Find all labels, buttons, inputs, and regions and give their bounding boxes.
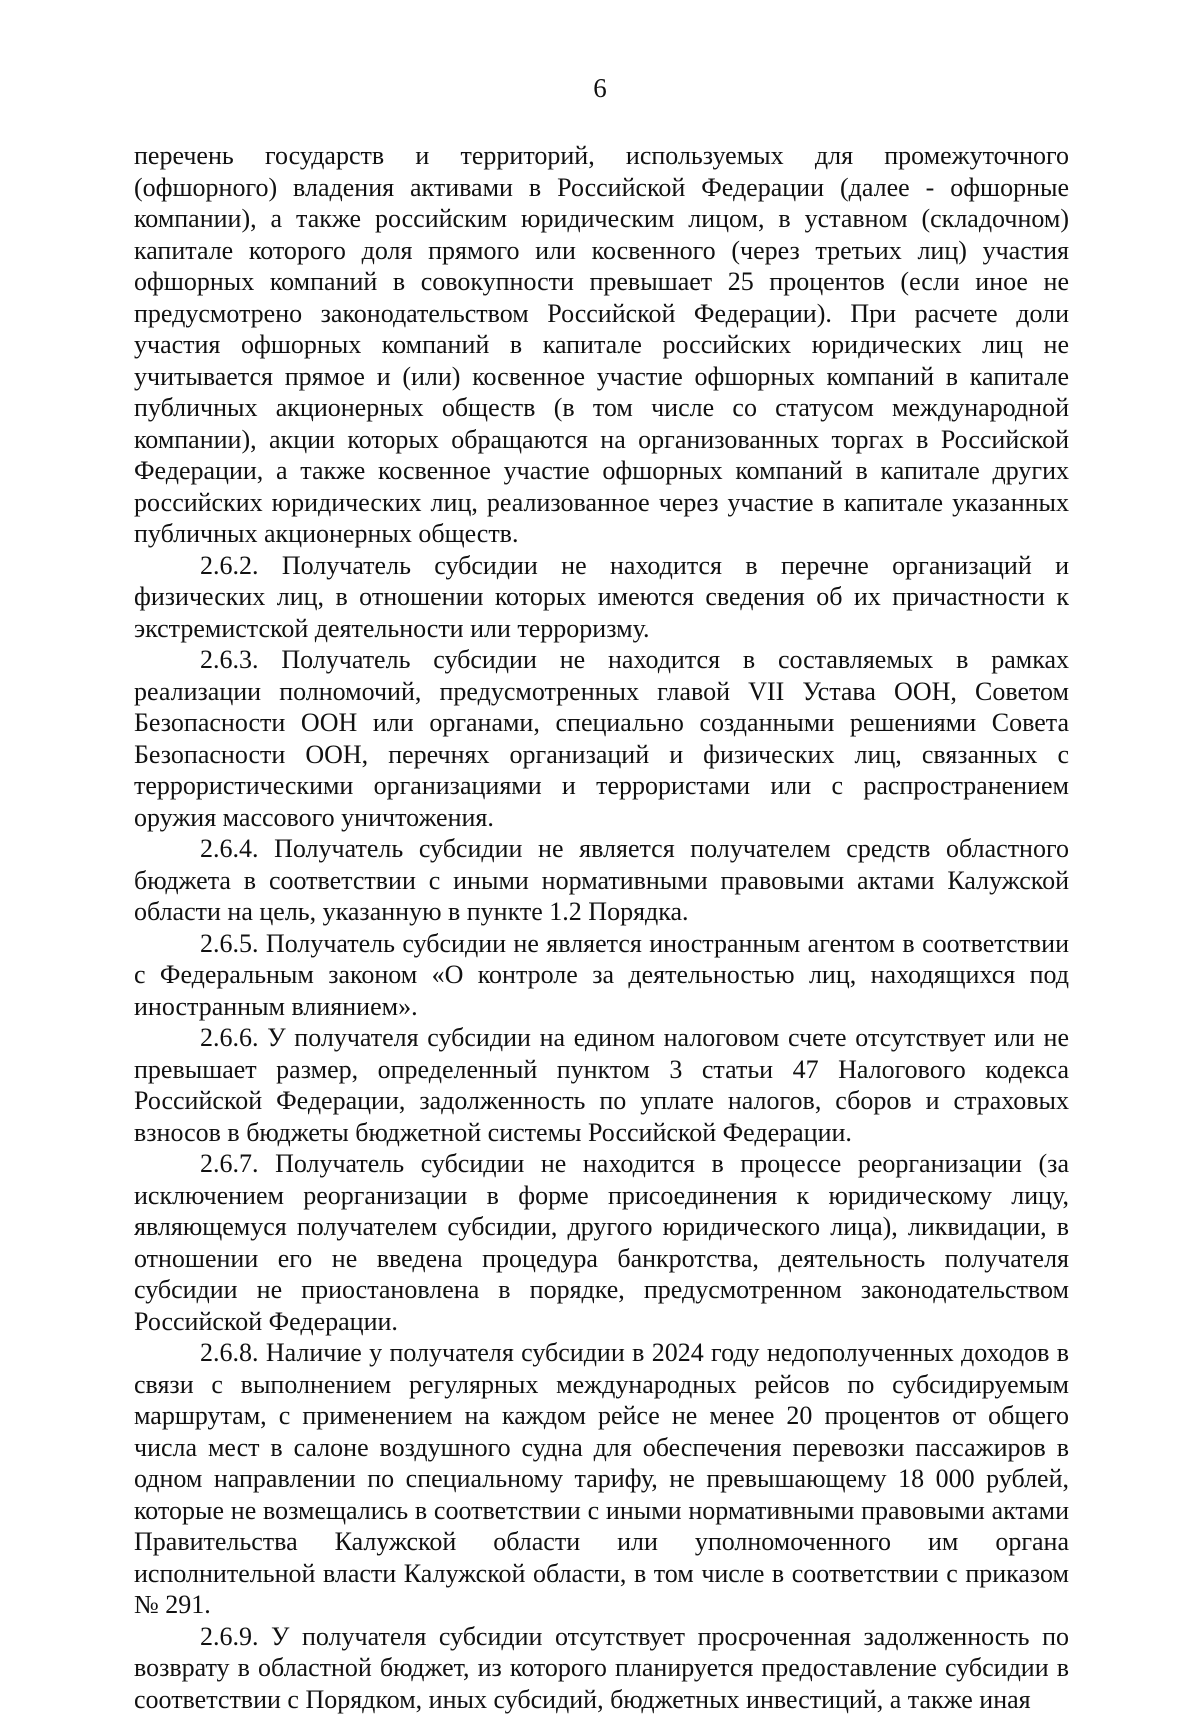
paragraph-2-6-5: 2.6.5. Получатель субсидии не является иностранным агентом в соответствии с Федеральным законом «О контроле за деятельностью лиц, находящихся под иностранным влиянием». xyxy=(134,928,1069,1023)
paragraph-2-6-7: 2.6.7. Получатель субсидии не находится в процессе реорганизации (за исключением реорганизации в форме присоединения к юридическому лицу, являющемуся получателем субсидии, другого юридического лица), ликвидации, в отношении его не введена процедура банкротства, деятельность получателя субсидии не приостановлена в порядке, предусмотренном законодательством Российской Федерации. xyxy=(134,1148,1069,1337)
paragraph-2-6-2: 2.6.2. Получатель субсидии не находится в перечне организаций и физических лиц, в отношении которых имеются сведения об их причастности к экстремистской деятельности или терроризму. xyxy=(134,550,1069,645)
page-number: 6 xyxy=(0,72,1200,104)
paragraph-2-6-8: 2.6.8. Наличие у получателя субсидии в 2024 году недополученных доходов в связи с выполнением регулярных международных рейсов по субсидируемым маршрутам, с применением на каждом рейсе не менее 20 процентов от общего числа мест в салоне воздушного судна для обеспечения перевозки пассажиров в одном направлении по специальному тарифу, не превышающему 18 000 рублей, которые не возмещались в соответствии с иными нормативными правовыми актами Правительства Калужской области или уполномоченного им органа исполнительной власти Калужской области, в том числе в соответствии с приказом № 291. xyxy=(134,1337,1069,1621)
paragraph-2-6-9: 2.6.9. У получателя субсидии отсутствует просроченная задолженность по возврату в областной бюджет, из которого планируется предоставление субсидии в соответствии с Порядком, иных субсидий, бюджетных инвестиций, а также иная xyxy=(134,1621,1069,1715)
paragraph-2-6-6: 2.6.6. У получателя субсидии на едином налоговом счете отсутствует или не превышает размер, определенный пунктом 3 статьи 47 Налогового кодекса Российской Федерации, задолженность по уплате налогов, сборов и страховых взносов в бюджеты бюджетной системы Российской Федерации. xyxy=(134,1022,1069,1148)
paragraph-continuation: перечень государств и территорий, используемых для промежуточного (офшорного) владения активами в Российской Федерации (далее - офшорные компании), а также российским юридическим лицом, в уставном (складочном) капитале которого доля прямого или косвенного (через третьих лиц) участия офшорных компаний в совокупности превышает 25 процентов (если иное не предусмотрено законодательством Российской Федерации). При расчете доли участия офшорных компаний в капитале российских юридических лиц не учитывается прямое и (или) косвенное участие офшорных компаний в капитале публичных акционерных обществ (в том числе со статусом международной компании), акции которых обращаются на организованных торгах в Российской Федерации, а также косвенное участие офшорных компаний в капитале других российских юридических лиц, реализованное через участие в капитале указанных публичных акционерных обществ. xyxy=(134,140,1069,550)
paragraph-2-6-3: 2.6.3. Получатель субсидии не находится в составляемых в рамках реализации полномочий, предусмотренных главой VII Устава ООН, Советом Безопасности ООН или органами, специально созданными решениями Совета Безопасности ООН, перечнях организаций и физических лиц, связанных с террористическими организациями и террористами или с распространением оружия массового уничтожения. xyxy=(134,644,1069,833)
document-body xyxy=(134,140,1069,1715)
paragraph-2-6-4: 2.6.4. Получатель субсидии не является получателем средств областного бюджета в соответствии с иными нормативными правовыми актами Калужской области на цель, указанную в пункте 1.2 Порядка. xyxy=(134,833,1069,928)
